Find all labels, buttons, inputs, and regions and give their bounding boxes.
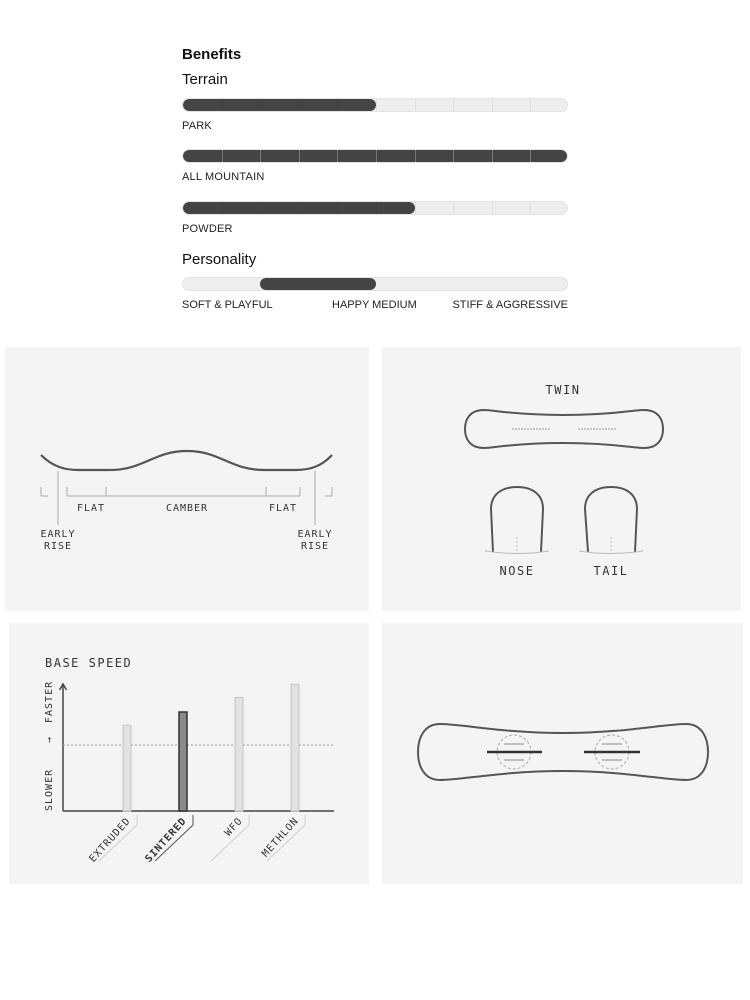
tick-label-wfo: WFO (222, 815, 246, 839)
bar-segment-divider (530, 99, 531, 111)
personality-range-fill (260, 278, 376, 290)
bar-segment-divider (337, 150, 338, 162)
bar-segment-divider (376, 99, 377, 111)
bar-segment-divider (453, 99, 454, 111)
bar-segment-divider (530, 202, 531, 214)
shape-title: TWIN (545, 383, 581, 397)
bar-sintered (179, 712, 187, 811)
terrain-bar-track (182, 149, 568, 163)
bar-segment-divider (453, 150, 454, 162)
bar-segment-divider (222, 150, 223, 162)
tail-label: TAIL (593, 564, 629, 578)
binding-left (487, 735, 542, 769)
bar-wfo (235, 697, 243, 811)
stance-diagram (382, 623, 743, 884)
terrain-bar-fill (183, 99, 376, 111)
bar-methlon (291, 684, 299, 811)
terrain-park-rating (182, 98, 568, 132)
flat-right-label: FLAT (268, 503, 298, 514)
bar-segment-divider (415, 202, 416, 214)
bar-segment-divider (376, 202, 377, 214)
personality-rating (182, 277, 568, 313)
y-axis-high-label: FASTER (44, 680, 55, 723)
personality-title: Personality (182, 251, 257, 268)
base-speed-title: BASE SPEED (45, 656, 133, 670)
early-rise-left-line2: RISE (43, 541, 73, 552)
stance-panel (382, 623, 743, 884)
terrain-label-powder: POWDER (182, 223, 233, 235)
flat-left-label: FLAT (76, 503, 106, 514)
bar-segment-divider (222, 202, 223, 214)
bar-segment-divider (222, 99, 223, 111)
tick-label-methlon: METHLON (260, 815, 302, 860)
bar-extruded (123, 725, 131, 811)
personality-bar-track (182, 277, 568, 291)
y-axis-arrow: → (44, 735, 55, 743)
bar-segment-divider (453, 202, 454, 214)
nose-label: NOSE (499, 564, 535, 578)
bar-segment-divider (260, 150, 261, 162)
profile-diagram (5, 347, 369, 611)
terrain-bar-track (182, 201, 568, 215)
shape-diagram (382, 347, 741, 611)
personality-label-stiff: STIFF & AGGRESSIVE (452, 299, 568, 311)
benefits-title: Benefits (182, 46, 242, 63)
bar-segment-divider (492, 99, 493, 111)
profile-panel (5, 347, 369, 611)
terrain-bar-track (182, 98, 568, 112)
bar-segment-divider (337, 99, 338, 111)
terrain-label-park: PARK (182, 120, 212, 132)
binding-right (584, 735, 640, 769)
camber-label: CAMBER (165, 503, 209, 514)
bar-segment-divider (337, 202, 338, 214)
bar-segment-divider (260, 99, 261, 111)
personality-label-soft: SOFT & PLAYFUL (182, 299, 273, 311)
bar-segment-divider (415, 150, 416, 162)
terrain-label-all-mountain: ALL MOUNTAIN (182, 171, 265, 183)
bracket-right (325, 487, 332, 496)
bar-segment-divider (415, 99, 416, 111)
y-axis-low-label: SLOWER (44, 768, 55, 811)
terrain-title: Terrain (182, 71, 228, 88)
bar-segment-divider (376, 150, 377, 162)
tick-label-extruded: EXTRUDED (87, 815, 134, 865)
base-speed-chart (9, 623, 369, 884)
board-outline (418, 724, 708, 780)
benefits-section (182, 44, 568, 311)
camber-profile-line (41, 451, 332, 470)
personality-label-medium: HAPPY MEDIUM (332, 299, 417, 311)
tick-label-sintered: SINTERED (143, 815, 190, 865)
terrain-powder-rating (182, 201, 568, 235)
early-rise-right-line2: RISE (300, 541, 330, 552)
early-rise-left-line1: EARLY (40, 529, 76, 540)
bar-segment-divider (260, 202, 261, 214)
base-speed-panel (9, 623, 369, 884)
bracket-left (41, 487, 48, 496)
shape-panel (382, 347, 741, 611)
twin-board-outline (465, 410, 663, 448)
terrain-all-mountain-rating (182, 149, 568, 183)
nose-cutline (485, 551, 549, 554)
early-rise-right-line1: EARLY (297, 529, 333, 540)
bar-segment-divider (299, 150, 300, 162)
bar-segment-divider (492, 202, 493, 214)
bar-segment-divider (299, 99, 300, 111)
bar-segment-divider (530, 150, 531, 162)
bar-segment-divider (299, 202, 300, 214)
bar-segment-divider (492, 150, 493, 162)
